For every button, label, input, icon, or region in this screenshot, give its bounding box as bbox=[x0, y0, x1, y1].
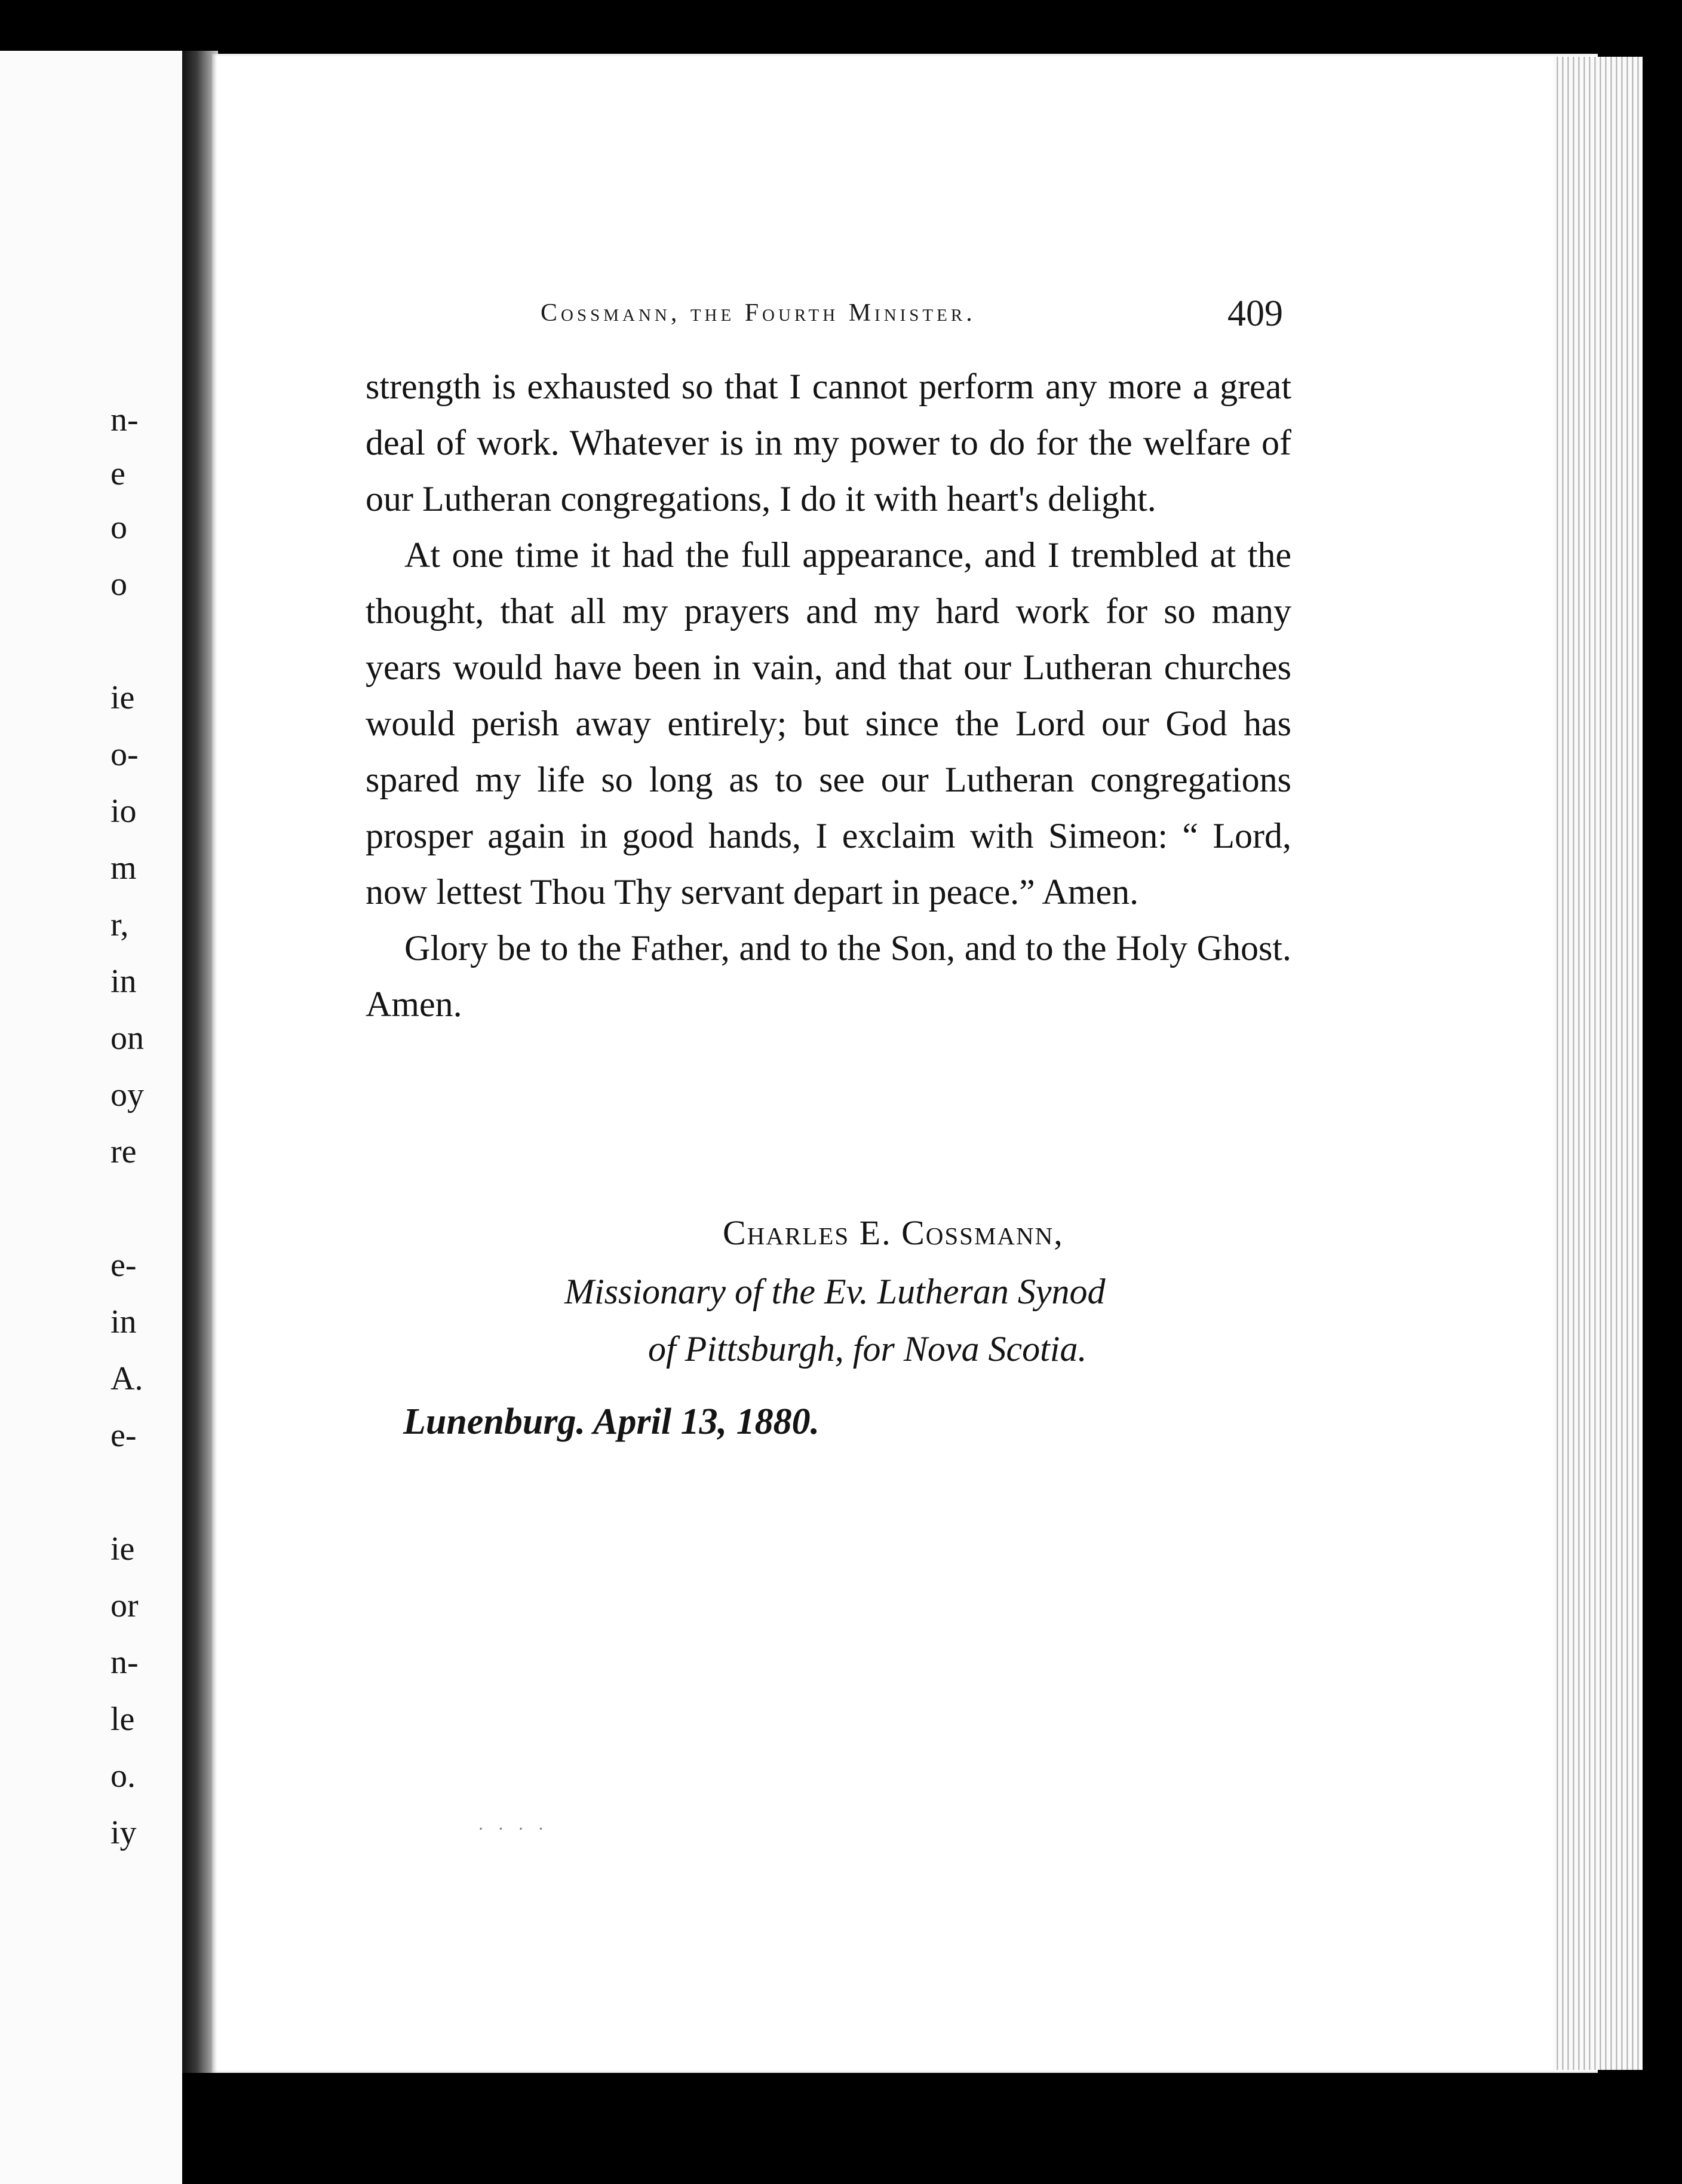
paragraph: At one time it had the full appearance, and I trembled at the thought, that all my prayers and my hard work for so many years would have been in vain, and that our Lutheran churches would perish away entirely; but since the Lord our God has spared my life so long as to see our Lutheran congregations prosper again in good hands, I exclaim with Simeon: “ Lord, now lettest Thou Thy servant depart in peace.” Amen. bbox=[366, 535, 1291, 912]
left-page-fragment: iy bbox=[111, 1814, 137, 1851]
left-page-fragment: o. bbox=[111, 1757, 136, 1795]
left-page-fragment: e- bbox=[111, 1247, 137, 1284]
left-page-fragment: on bbox=[111, 1020, 144, 1057]
body-text bbox=[366, 358, 1291, 1032]
paragraph: Glory be to the Father, and to the Son, and to the Holy Ghost. Amen. bbox=[366, 928, 1291, 1024]
left-page-fragment: le bbox=[111, 1701, 135, 1738]
page-number: 409 bbox=[1227, 293, 1283, 334]
left-facing-page bbox=[0, 51, 182, 2184]
right-page bbox=[212, 54, 1598, 2073]
left-page-fragment: n- bbox=[111, 401, 139, 438]
left-page-fragment: or bbox=[111, 1587, 139, 1624]
left-page-fragment: e- bbox=[111, 1417, 137, 1454]
left-page-fragment: o bbox=[111, 566, 127, 603]
left-page-fragment: r, bbox=[111, 906, 129, 943]
scan-background-right bbox=[1643, 0, 1682, 2184]
paragraph: strength is exhausted so that I cannot perform any more a great deal of work. Whatever is in my power to do for the welfare of our Lutheran congregations, I do it with heart's delight. bbox=[366, 367, 1291, 519]
paper-specks: · · · · bbox=[478, 1819, 549, 1839]
left-page-fragment: ie bbox=[111, 679, 135, 716]
left-page-fragment: o bbox=[111, 509, 127, 546]
left-page-fragment: m bbox=[111, 849, 137, 887]
signature-title-line-1: Missionary of the Ev. Lutheran Synod bbox=[564, 1272, 1106, 1311]
left-page-fragment: in bbox=[111, 963, 137, 1000]
left-page-fragment: n- bbox=[111, 1644, 139, 1681]
left-page-fragment: A. bbox=[111, 1360, 143, 1397]
left-page-fragment: oy bbox=[111, 1076, 144, 1114]
left-page-fragment: o- bbox=[111, 736, 139, 773]
left-page-fragment: io bbox=[111, 793, 137, 830]
left-page-fragment: in bbox=[111, 1303, 137, 1341]
left-page-fragment: e bbox=[111, 455, 125, 492]
scan-background-bottom bbox=[182, 2073, 1682, 2184]
signature-name: Charles E. Cossmann, bbox=[723, 1213, 1064, 1252]
left-page-fragment: ie bbox=[111, 1530, 135, 1568]
running-head: Cossmann, the Fourth Minister. bbox=[541, 299, 976, 327]
dateline: Lunenburg. April 13, 1880. bbox=[403, 1401, 820, 1442]
page-stack-edges bbox=[1553, 57, 1643, 2070]
left-page-fragment: re bbox=[111, 1133, 137, 1170]
signature-title-line-2: of Pittsburgh, for Nova Scotia. bbox=[648, 1329, 1087, 1369]
